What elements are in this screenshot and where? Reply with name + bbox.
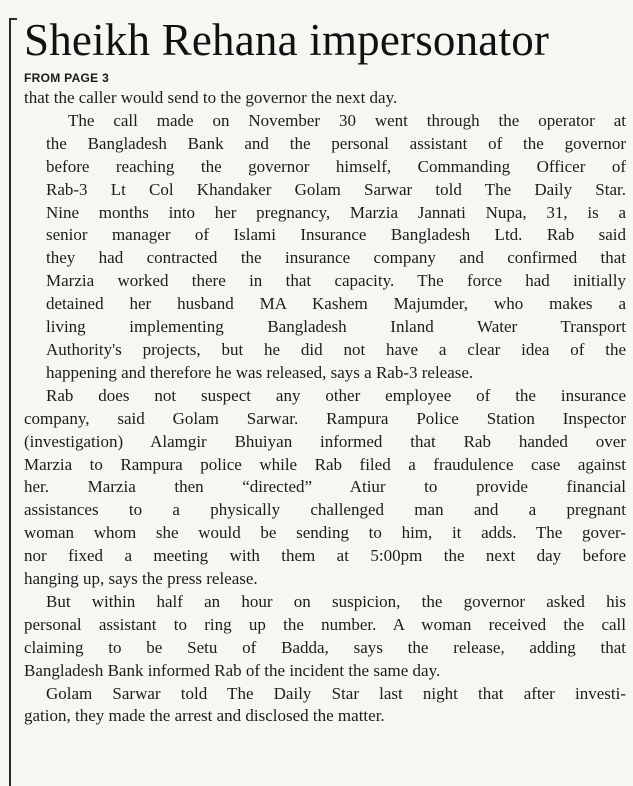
text-line: Golam Sarwar told The Daily Star last night that after investi-	[46, 683, 626, 703]
article-body	[24, 87, 626, 728]
text-line: the Bangladesh Bank and the personal assistant of the governor	[46, 133, 626, 153]
text-line: her. Marzia then “directed” Atiur to provide financial	[24, 477, 626, 497]
text-line: senior manager of Islami Insurance Bangladesh Ltd. Rab said	[46, 225, 626, 245]
text-line: they had contracted the insurance company and confirmed that	[46, 248, 626, 268]
text-line: living implementing Bangladesh Inland Water Transport	[46, 317, 626, 337]
text-line: claiming to be Setu of Badda, says the release, adding that	[24, 637, 626, 657]
text-line: personal assistant to ring up the number. A woman received the call	[24, 614, 626, 634]
text-line: detained her husband MA Kashem Majumder, who makes a	[46, 294, 626, 314]
text-line: Authority's projects, but he did not have a clear idea of the	[46, 339, 626, 359]
paragraph-3	[24, 385, 626, 591]
text-line: nor fixed a meeting with them at 5:00pm the next day before	[24, 546, 626, 566]
text-line: assistances to a physically challenged man and a pregnant	[24, 500, 626, 520]
text-line: hanging up, says the press release.	[24, 569, 258, 589]
text-line: But within half an hour on suspicion, the governor asked his	[46, 591, 626, 611]
text-line: that the caller would send to the governor the next day.	[24, 88, 398, 107]
paragraph-1	[24, 87, 626, 110]
text-line: before reaching the governor himself, Commanding Officer of	[46, 156, 626, 176]
column-rule-top	[9, 18, 17, 20]
text-line: happening and therefore he was released, says a Rab-3 release.	[46, 362, 474, 382]
paragraph-5	[24, 683, 626, 729]
paragraph-2	[24, 110, 626, 385]
text-line: Bangladesh Bank informed Rab of the incident the same day.	[24, 660, 441, 680]
paragraph-4	[24, 591, 626, 683]
text-line: company, said Golam Sarwar. Rampura Police Station Inspector	[24, 408, 626, 428]
text-line: Rab-3 Lt Col Khandaker Golam Sarwar told The Daily Star.	[46, 179, 626, 199]
text-line: Nine months into her pregnancy, Marzia Jannati Nupa, 31, is a	[46, 202, 626, 222]
text-line: woman whom she would be sending to him, it adds. The gover-	[24, 523, 626, 543]
text-line: Marzia worked there in that capacity. The force had initially	[46, 271, 626, 291]
text-line: Marzia to Rampura police while Rab filed a fraudulence case against	[24, 454, 626, 474]
jump-label: FROM PAGE 3	[24, 71, 110, 85]
text-line: Rab does not suspect any other employee of the insurance	[46, 385, 626, 405]
text-line: The call made on November 30 went through the operator at	[68, 110, 626, 130]
headline: Sheikh Rehana impersonator	[24, 15, 550, 65]
text-line: (investigation) Alamgir Bhuiyan informed that Rab handed over	[24, 431, 626, 451]
text-line: gation, they made the arrest and disclosed the matter.	[24, 706, 385, 726]
column-rule-left	[9, 18, 11, 786]
